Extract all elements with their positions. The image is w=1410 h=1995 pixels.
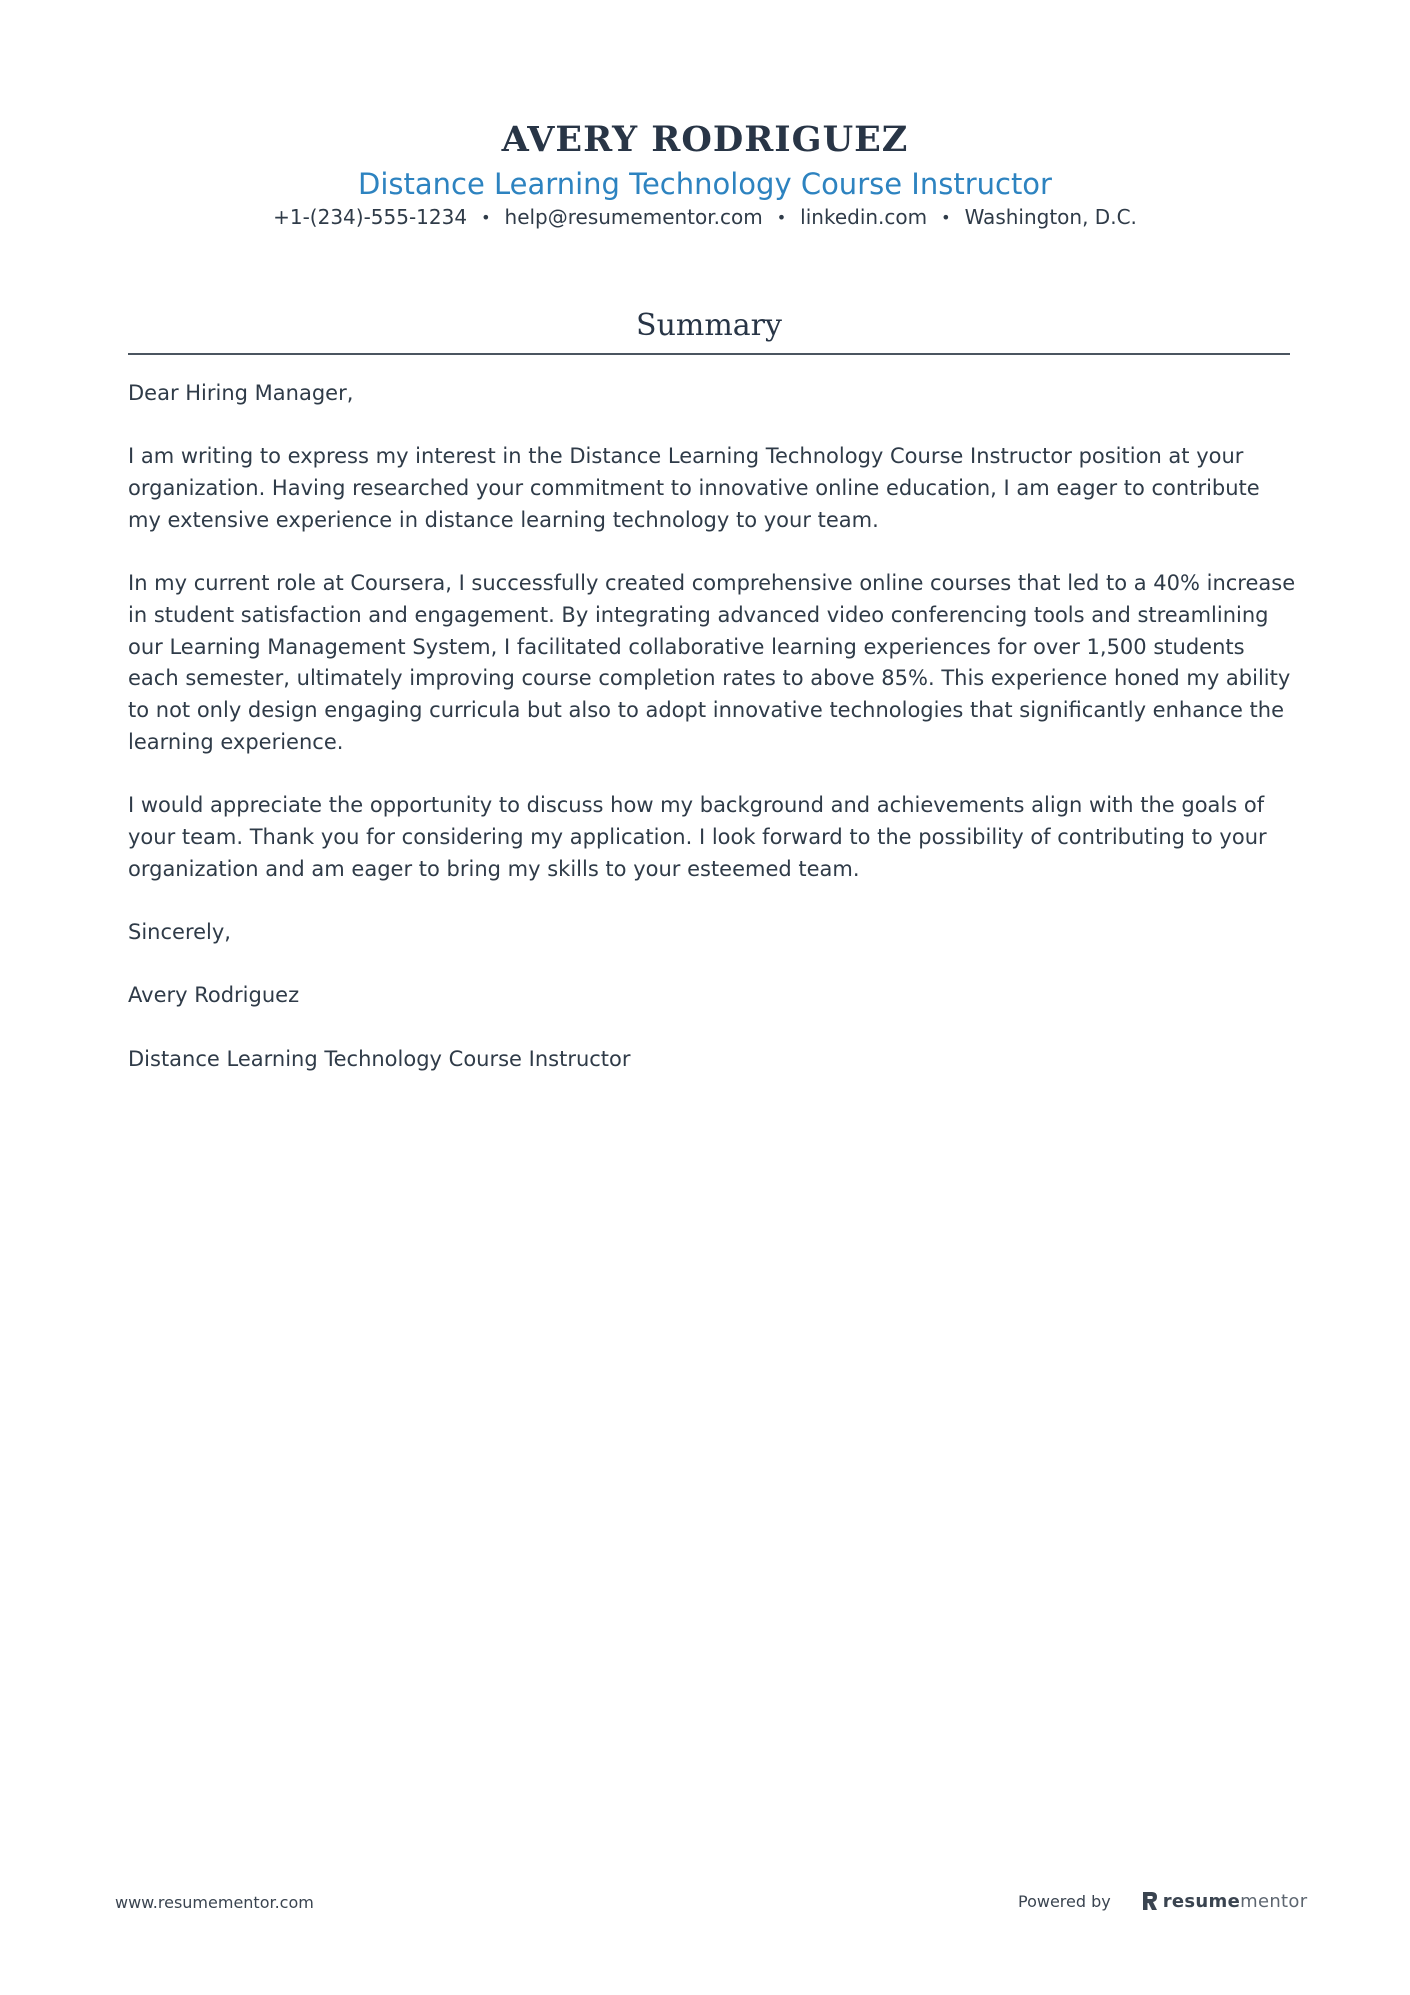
letter-signature-name: Avery Rodriguez bbox=[128, 983, 300, 1008]
contact-email[interactable]: help@resumementor.com bbox=[504, 205, 763, 229]
footer-branding bbox=[1018, 1890, 1307, 1912]
contact-location: Washington, D.C. bbox=[964, 205, 1137, 229]
letter-paragraph-3: I would appreciate the opportunity to discuss how my background and achievements align with the goals of your team. Thank you for considering my application. I look forward to the possibility of contributing to your organization and am eager to bring my skills to your esteemed team. bbox=[128, 793, 1267, 881]
candidate-name: AVERY RODRIGUEZ bbox=[501, 119, 909, 160]
resumementor-logo-text bbox=[1163, 1891, 1308, 1912]
contact-separator: • bbox=[941, 208, 951, 227]
resumementor-logo-icon bbox=[1141, 1890, 1159, 1912]
contact-phone: +1-(234)-555-1234 bbox=[273, 205, 468, 229]
cover-letter-body bbox=[128, 378, 1298, 1107]
logo-text-part2: mentor bbox=[1240, 1890, 1308, 1912]
section-divider bbox=[128, 353, 1290, 355]
contact-linkedin[interactable]: linkedin.com bbox=[800, 205, 928, 229]
section-title-summary: Summary bbox=[636, 308, 782, 343]
letter-paragraph-2: In my current role at Coursera, I successfully created comprehensive online courses that led to a 40% increase in student satisfaction and engagement. By integrating advanced video conferencing tools and streamlining our Learning Management System, I facilitated collaborative learning experiences for over 1,500 students each semester, ultimately improving course completion rates to above 85%. This experience honed my ability to not only design engaging curricula but also to adopt innovative technologies that significantly enhance the learning experience. bbox=[128, 571, 1296, 754]
contact-separator: • bbox=[481, 208, 491, 227]
contact-separator: • bbox=[776, 208, 787, 227]
letter-closing: Sincerely, bbox=[128, 919, 231, 944]
letter-signature-title: Distance Learning Technology Course Instructor bbox=[128, 1046, 631, 1071]
letter-paragraph-1: I am writing to express my interest in the Distance Learning Technology Course Instructor position at your organization. Having researched your commitment to innovative online education, I am eager to contribute my extensive experience in distance learning technology to your team. bbox=[128, 444, 1260, 532]
letter-greeting: Dear Hiring Manager, bbox=[128, 381, 354, 405]
contact-line bbox=[0, 202, 1410, 234]
candidate-job-title: Distance Learning Technology Course Instructor bbox=[358, 167, 1052, 201]
resume-header bbox=[0, 116, 1410, 234]
logo-text-part1: resume bbox=[1162, 1890, 1241, 1912]
powered-by-label: Powered by bbox=[1018, 1891, 1111, 1911]
footer-website[interactable]: www.resumementor.com bbox=[115, 1893, 314, 1912]
